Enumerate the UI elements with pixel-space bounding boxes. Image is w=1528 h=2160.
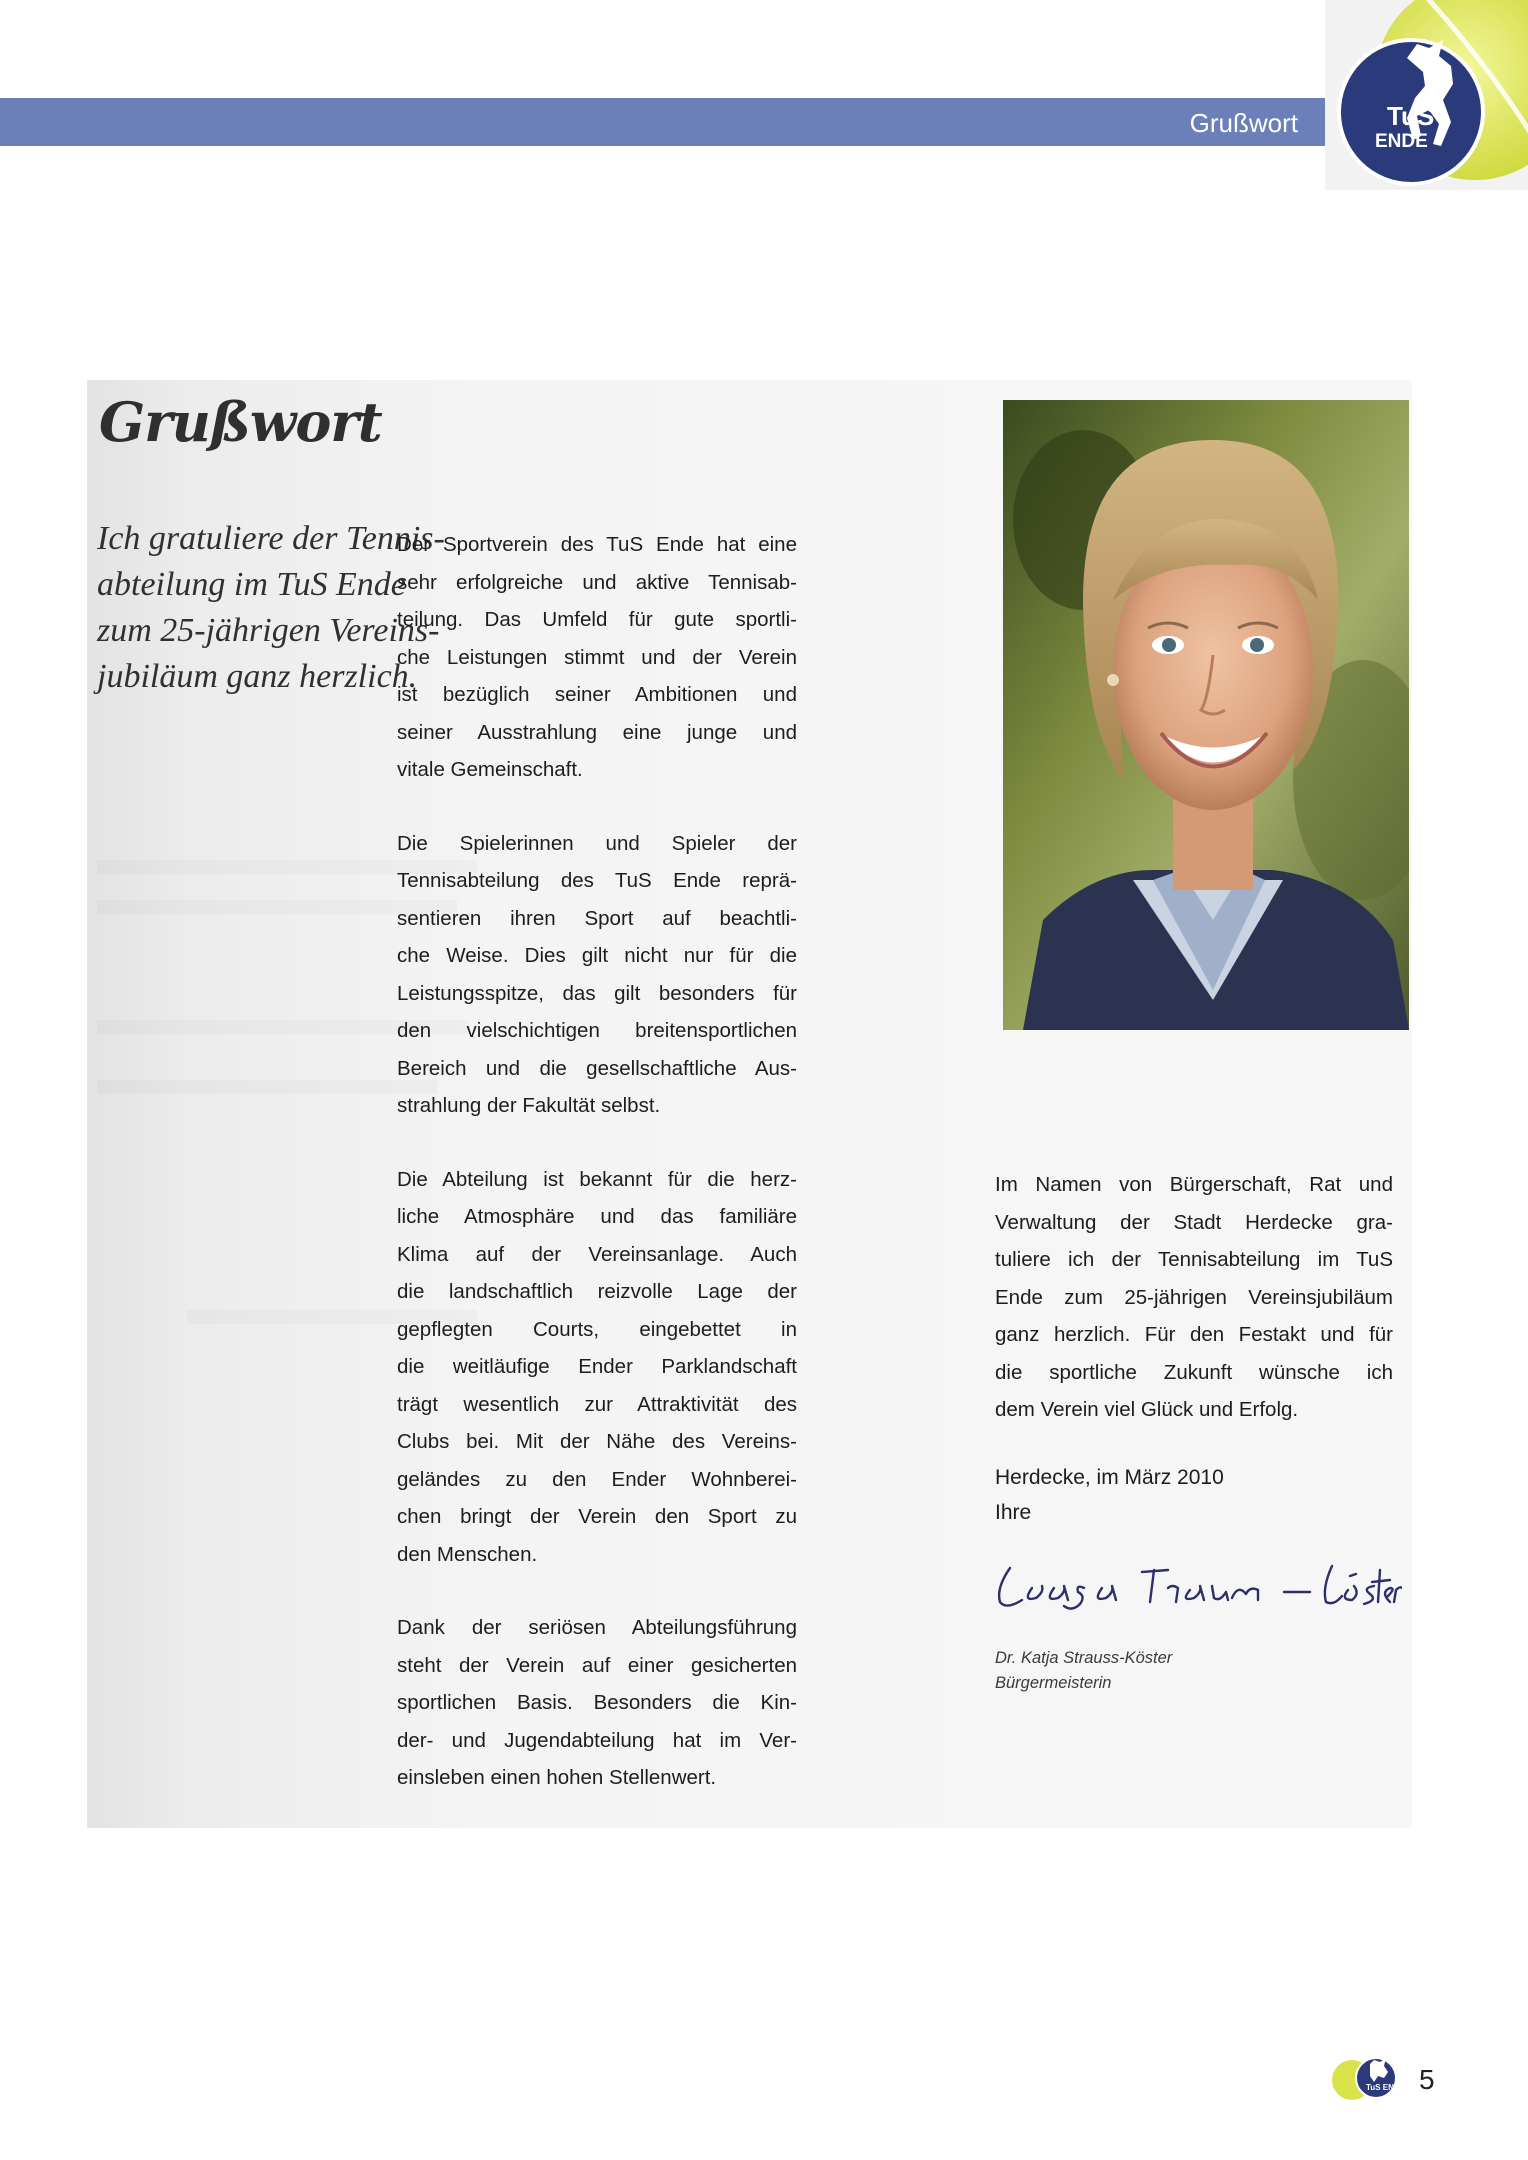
text-line: Im Namen von Bürgerschaft, Rat und [995,1173,1393,1196]
lead-line: abteilung im TuS Ende [97,566,406,603]
text-line: Die Abteilung ist bekannt für die herz- [397,1167,797,1191]
show-through-text [97,1080,437,1094]
text-line: tuliere ich der Tennisabteilung im TuS [995,1248,1393,1271]
paragraph-3 [397,1161,797,1574]
text-line: Ende zum 25-jährigen Vereinsjubiläum [995,1285,1393,1309]
text-line: Clubs bei. Mit der Nähe des Vereins- [397,1430,797,1453]
closing-block [995,1460,1224,1530]
text-line: Die Spielerinnen und Spieler der [397,831,797,855]
page-number: 5 [1419,2064,1435,2095]
text-line: den vielschichtigen breitensportlichen [397,1019,797,1042]
header-band [0,98,1325,146]
text-line: liche Atmosphäre und das familiäre [397,1205,797,1228]
text-line: sentieren ihren Sport auf beachtli- [397,906,797,930]
paragraph-1 [397,526,797,789]
text-line: che Leistungen stimmt und der Verein [397,645,797,669]
text-line: teilung. Das Umfeld für gute sportli- [397,608,797,631]
text-line: steht der Verein auf einer gesicherten [397,1653,797,1677]
signer-block [995,1646,1172,1696]
text-line: strahlung der Fakultät selbst. [397,1094,661,1117]
lead-line: Ich gratuliere der Tennis- [97,520,445,557]
text-line: seiner Ausstrahlung eine junge und [397,720,797,744]
logo-text-ende: ENDE [1375,131,1428,152]
place-date: Herdecke, im März 2010 [995,1466,1224,1489]
text-line: gepflegten Courts, eingebettet in [397,1317,797,1341]
text-line: vitale Gemeinschaft. [397,758,583,781]
paragraph-greeting [995,1166,1393,1429]
text-line: ist bezüglich seiner Ambitionen und [397,683,797,706]
body-column-1 [397,526,797,1828]
text-line: einsleben einen hohen Stellenwert. [397,1766,717,1789]
portrait-photo [1003,400,1409,1030]
body-column-2 [995,1166,1393,1465]
text-line: trägt wesentlich zur Attraktivität des [397,1392,797,1416]
signer-title: Bürgermeisterin [995,1674,1112,1692]
text-line: Tennisabteilung des TuS Ende reprä- [397,869,797,892]
text-line: dem Verein viel Glück und Erfolg. [995,1398,1299,1421]
footer-logo-text: TuS ENDE [1366,2083,1405,2092]
text-line: Verwaltung der Stadt Herdecke gra- [995,1210,1393,1234]
text-line: Dank der seriösen Abteilungsführung [397,1616,797,1639]
text-line: geländes zu den Ender Wohnberei- [397,1467,797,1491]
text-line: die weitläufige Ender Parklandschaft [397,1355,797,1378]
text-line: Bereich und die gesellschaftliche Aus- [397,1056,797,1080]
text-line: der- und Jugendabteilung hat im Ver- [397,1728,797,1752]
club-logo [1325,0,1528,190]
header-title: Grußwort [1189,108,1298,138]
paragraph-2 [397,825,797,1125]
footer-logo [1326,2054,1406,2106]
lead-line: jubiläum ganz herzlich. [97,658,418,695]
text-line: chen bringt der Verein den Sport zu [397,1505,797,1528]
text-line: den Menschen. [397,1542,538,1566]
lead-line: zum 25-jährigen Vereins- [97,612,440,649]
text-line: che Weise. Dies gilt nicht nur für die [397,944,797,967]
text-line: die sportliche Zukunft wünsche ich [995,1360,1393,1384]
text-line: die landschaftlich reizvolle Lage der [397,1280,797,1303]
logo-text-tus: TuS [1387,101,1435,131]
text-line: Der Sportverein des TuS Ende hat eine [397,533,797,556]
text-line: Klima auf der Vereinsanlage. Auch [397,1242,797,1266]
text-line: ganz herzlich. Für den Festakt und für [995,1323,1393,1346]
paragraph-4 [397,1609,797,1797]
scanned-article [87,380,1412,1828]
closing-word: Ihre [995,1501,1032,1524]
signer-name: Dr. Katja Strauss-Köster [995,1649,1173,1667]
text-line: sehr erfolgreiche und aktive Tennisab- [397,570,797,594]
handwritten-signature [992,1558,1402,1614]
text-line: Leistungsspitze, das gilt besonders für [397,981,797,1005]
article-title: Grußwort [99,390,382,454]
text-line: sportlichen Basis. Besonders die Kin- [397,1691,797,1714]
